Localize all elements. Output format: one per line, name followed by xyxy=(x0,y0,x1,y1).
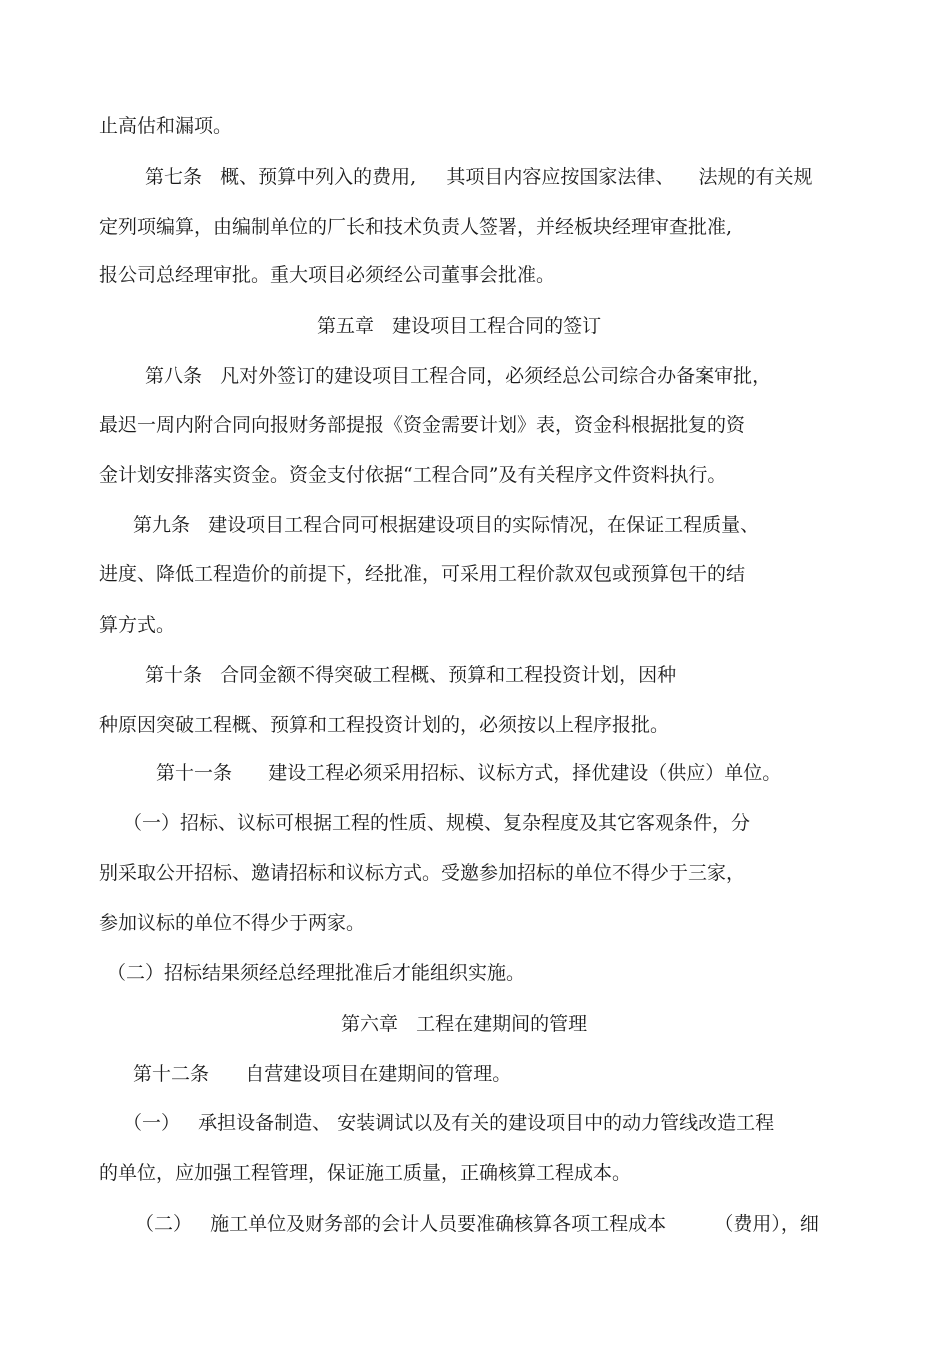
article-12-item-2-line-1: （二） 施工单位及财务部的会计人员要准确核算各项工程成本 （费用），细 xyxy=(135,1213,819,1235)
article-11-item-2: （二）招标结果须经总经理批准后才能组织实施。 xyxy=(107,962,526,984)
article-12-line-1: 第十二条 自营建设项目在建期间的管理。 xyxy=(133,1063,512,1085)
chapter-6-heading: 第六章 工程在建期间的管理 xyxy=(341,1013,588,1035)
article-12-item-1-line-1: （一） 承担设备制造、 安装调试以及有关的建设项目中的动力管线改造工程 xyxy=(123,1112,775,1134)
article-11-item-1-line-1: （一）招标、议标可根据工程的性质、规模、复杂程度及其它客观条件，分 xyxy=(123,812,751,834)
article-8-line-2: 最迟一周内附合同向报财务部提报《资金需要计划》表，资金科根据批复的资 xyxy=(99,414,746,436)
chapter-5-heading: 第五章 建设项目工程合同的签订 xyxy=(317,315,602,337)
article-10-line-2: 种原因突破工程概、预算和工程投资计划的，必须按以上程序报批。 xyxy=(99,714,670,736)
article-10-line-1: 第十条 合同金额不得突破工程概、预算和工程投资计划，因种 xyxy=(145,664,677,686)
article-7-line-1: 第七条 概、预算中列入的费用, 其项目内容应按国家法律、 法规的有关规 xyxy=(145,166,813,188)
article-7-line-2: 定列项编算，由编制单位的厂长和技术负责人签署，并经板块经理审查批准, xyxy=(99,216,733,238)
article-9-line-3: 算方式。 xyxy=(99,614,176,636)
article-9-line-1: 第九条 建设项目工程合同可根据建设项目的实际情况，在保证工程质量、 xyxy=(133,514,760,536)
article-11-item-1-line-3: 参加议标的单位不得少于两家。 xyxy=(99,912,366,934)
article-9-line-2: 进度、降低工程造价的前提下，经批准，可采用工程价款双包或预算包干的结 xyxy=(99,563,746,585)
article-8-line-1: 第八条 凡对外签订的建设项目工程合同，必须经总公司综合办备案审批， xyxy=(145,365,772,387)
article-8-line-3: 金计划安排落实资金。资金支付依据“工程合同”及有关程序文件资料执行。 xyxy=(99,464,727,486)
article-12-item-1-line-2: 的单位，应加强工程管理，保证施工质量，正确核算工程成本。 xyxy=(99,1162,632,1184)
text-line-1: 止高估和漏项。 xyxy=(99,115,233,137)
article-11-item-1-line-2: 别采取公开招标、邀请招标和议标方式。受邀参加招标的单位不得少于三家， xyxy=(99,862,746,884)
article-7-line-3: 报公司总经理审批。重大项目必须经公司董事会批准。 xyxy=(99,264,556,286)
article-11-line-1: 第十一条 建设工程必须采用招标、议标方式，择优建设（供应）单位。 xyxy=(156,762,782,784)
